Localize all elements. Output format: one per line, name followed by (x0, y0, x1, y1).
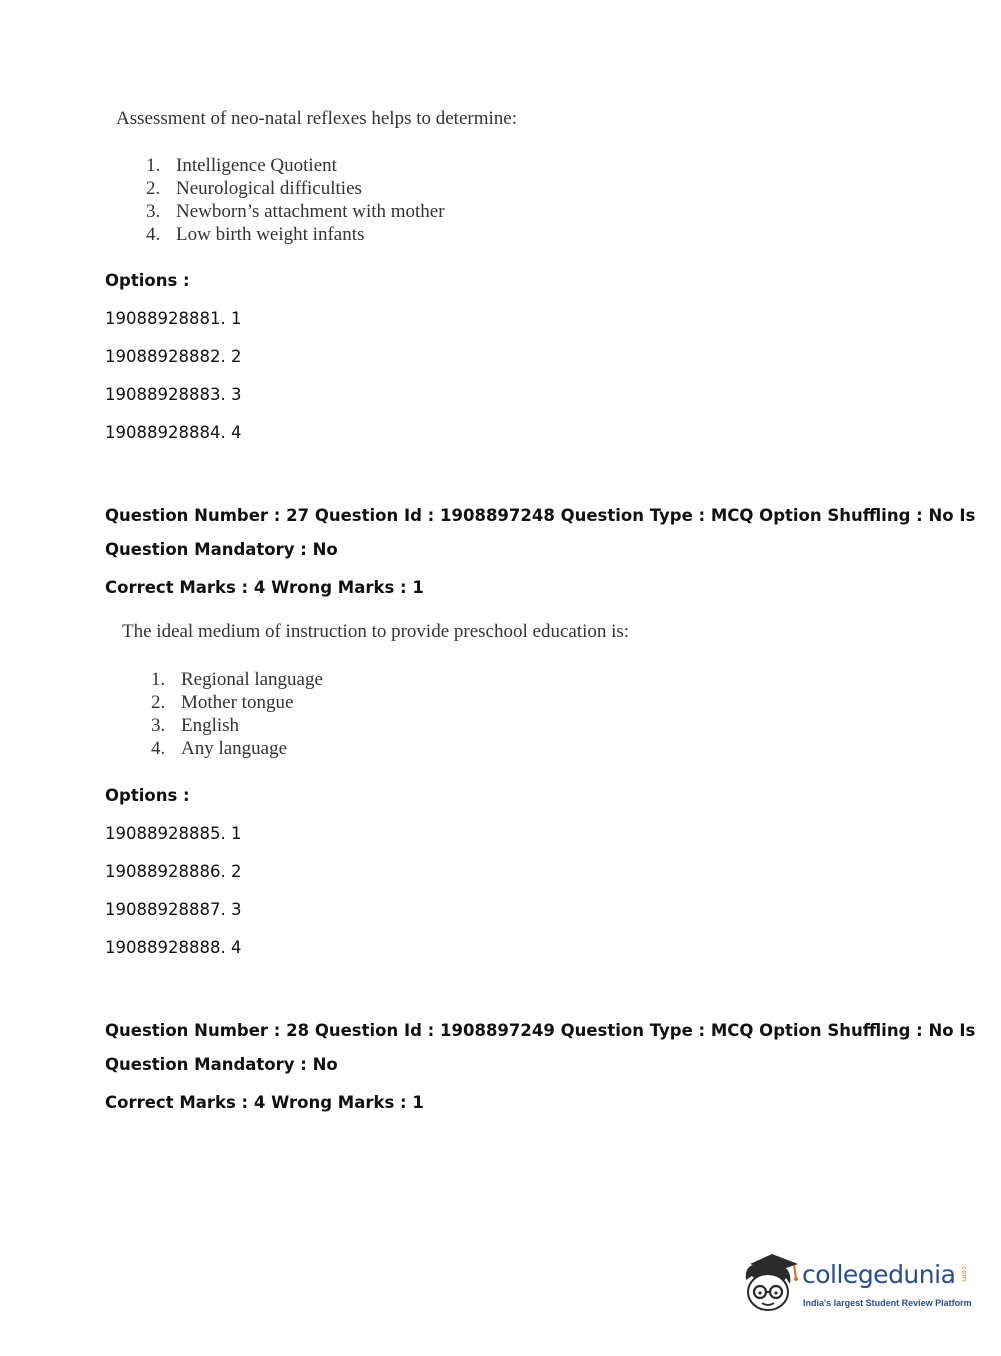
logo-suffix: .com (960, 1264, 968, 1282)
question-marks: Correct Marks : 4 Wrong Marks : 1 (105, 1093, 424, 1112)
collegedunia-logo (742, 1250, 972, 1320)
option-line: 19088928884. 4 (105, 423, 242, 442)
choice-number: 4. (151, 738, 166, 759)
choice-item (151, 691, 323, 714)
option-line: 19088928881. 1 (105, 309, 242, 328)
choice-item (151, 737, 323, 760)
choice-item (146, 177, 445, 200)
choice-number: 1. (146, 155, 161, 176)
choice-item (146, 200, 445, 223)
logo-wordmark: collegedunia (802, 1260, 956, 1289)
question-header: Question Number : 27 Question Id : 1908897248 Question Type : MCQ Option Shuffling : No Is (105, 506, 976, 525)
q27-stem-block (122, 621, 629, 643)
question-stem: The ideal medium of instruction to provide preschool education is: (122, 621, 630, 642)
option-line: 19088928883. 3 (105, 385, 242, 404)
logo-tagline: India's largest Student Review Platform (803, 1298, 972, 1308)
choice-text: Mother tongue (181, 692, 294, 713)
option-line: 19088928882. 2 (105, 347, 242, 366)
mascot-icon (742, 1250, 802, 1316)
choice-item (146, 223, 445, 246)
choice-text: Newborn’s attachment with mother (176, 201, 445, 222)
choice-number: 3. (146, 201, 161, 222)
option-line: 19088928885. 1 (105, 824, 242, 843)
choice-text: English (181, 715, 240, 736)
q26-choice-list (146, 154, 445, 246)
q27-choice-list (151, 668, 323, 760)
question-header: Question Number : 28 Question Id : 1908897249 Question Type : MCQ Option Shuffling : No Is (105, 1021, 976, 1040)
choice-number: 4. (146, 224, 161, 245)
options-label: Options : (105, 271, 190, 290)
choice-number: 1. (151, 669, 166, 690)
choice-text: Intelligence Quotient (176, 155, 337, 176)
question-stem: Assessment of neo-natal reflexes helps to determine: (116, 108, 517, 129)
options-label: Options : (105, 786, 190, 805)
option-line: 19088928887. 3 (105, 900, 242, 919)
choice-text: Low birth weight infants (176, 224, 365, 245)
choice-item (151, 714, 323, 737)
choice-item (151, 668, 323, 691)
choice-text: Regional language (181, 669, 323, 690)
option-line: 19088928888. 4 (105, 938, 242, 957)
option-line: 19088928886. 2 (105, 862, 242, 881)
choice-text: Any language (181, 738, 288, 759)
q26-stem-block (116, 108, 517, 130)
question-mandatory: Question Mandatory : No (105, 540, 338, 559)
choice-number: 3. (151, 715, 166, 736)
choice-text: Neurological difficulties (176, 178, 362, 199)
question-mandatory: Question Mandatory : No (105, 1055, 338, 1074)
choice-number: 2. (151, 692, 166, 713)
choice-item (146, 154, 445, 177)
choice-number: 2. (146, 178, 161, 199)
question-marks: Correct Marks : 4 Wrong Marks : 1 (105, 578, 424, 597)
